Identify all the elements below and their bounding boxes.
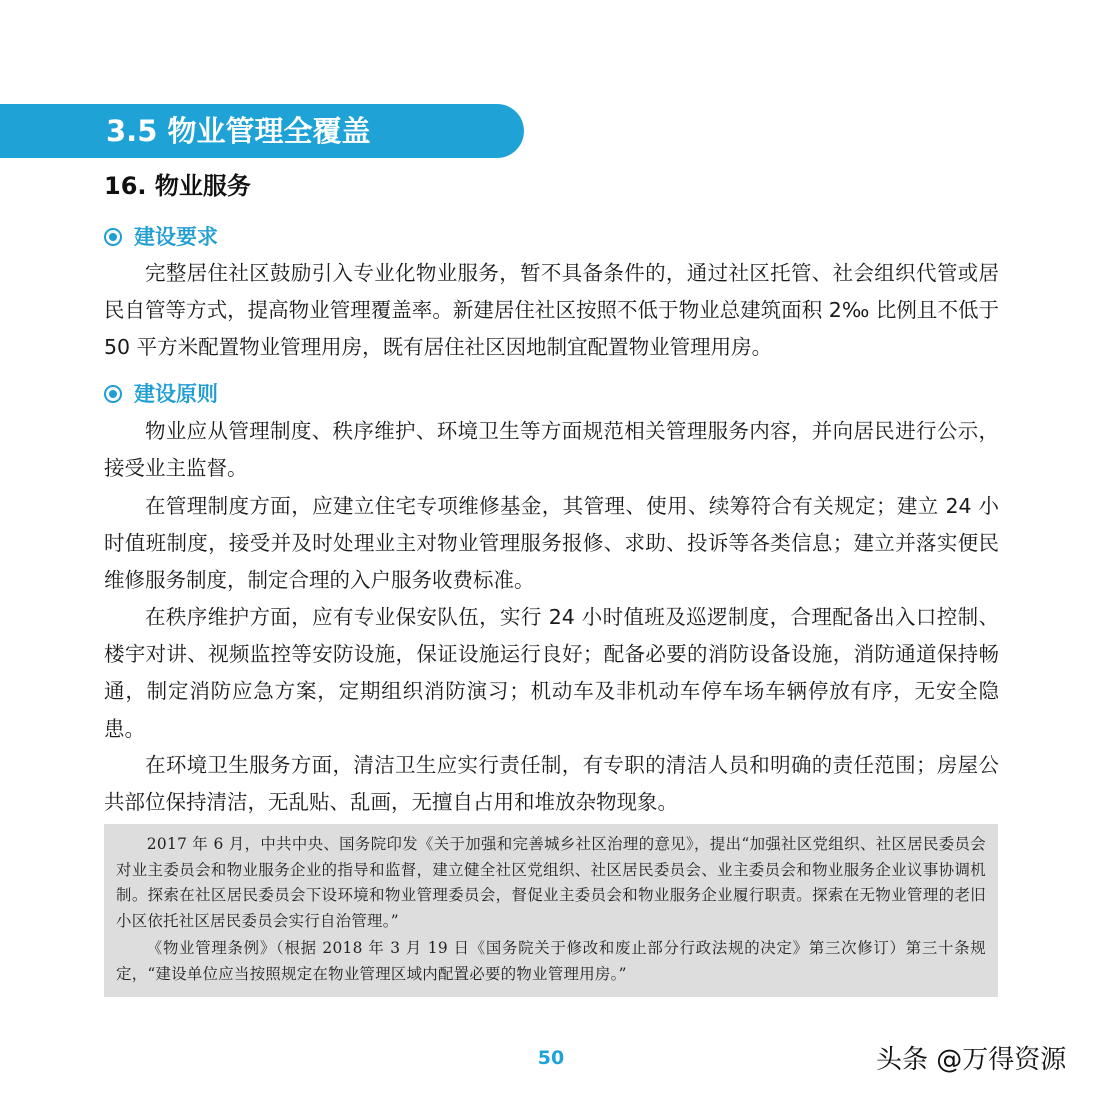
watermark: 头条 @万得资源 <box>876 1045 1067 1075</box>
policy-quote-paragraph: 《物业管理条例》（根据 2018 年 3 月 19 日《国务院关于修改和废止部分行政法规的决定》第三次修订）第三十条规定，“建设单位应当按照规定在物业管理区域内配置必要的物业管理用房。” <box>116 939 986 983</box>
requirements-heading-label: 建设要求 <box>134 225 218 249</box>
policy-quote-paragraph: 2017 年 6 月，中共中央、国务院印发《关于加强和完善城乡社区治理的意见》，提出“加强社区党组织、社区居民委员会对业主委员会和物业服务企业的指导和监督，建立健全社区党组织、社区居民委员会、业主委员会和物业服务企业议事协调机制。探索在社区居民委员会下设环境和物业管理委员会，督促业主委员会和物业服务企业履行职责。探索在无物业管理的老旧小区依托社区居民委员会实行自治管理。” <box>116 835 986 930</box>
principles-paragraph: 在管理制度方面，应建立住宅专项维修基金，其管理、使用、续筹符合有关规定；建立 24 小时值班制度，接受并及时处理业主对物业管理服务报修、求助、投诉等各类信息；建立并落实便民维修服务制度，制定合理的入户服务收费标准。 <box>104 494 999 593</box>
circle-bullet-icon <box>104 385 122 403</box>
requirements-paragraph: 完整居住社区鼓励引入专业化物业服务，暂不具备条件的，通过社区托管、社会组织代管或居民自管等方式，提高物业管理覆盖率。新建居住社区按照不低于物业总建筑面积 2‰ 比例且不低于 50 平方米配置物业管理用房，既有居住社区因地制宜配置物业管理用房。 <box>104 261 999 360</box>
principles-paragraph: 在环境卫生服务方面，清洁卫生应实行责任制，有专职的清洁人员和明确的责任范围；房屋公共部位保持清洁，无乱贴、乱画，无擅自占用和堆放杂物现象。 <box>104 753 999 815</box>
principles-heading <box>104 377 218 411</box>
subsection-title: 16. 物业服务 <box>104 172 251 200</box>
principles-paragraph: 在秩序维护方面，应有专业保安队伍，实行 24 小时值班及巡逻制度，合理配备出入口控制、楼宇对讲、视频监控等安防设施，保证设施运行良好；配备必要的消防设备设施，消防通道保持畅通，制定消防应急方案，定期组织消防演习；机动车及非机动车停车场车辆停放有序，无安全隐患。 <box>104 605 999 741</box>
section-title: 3.5 物业管理全覆盖 <box>106 114 371 148</box>
principles-heading-label: 建设原则 <box>134 382 218 406</box>
circle-bullet-icon <box>104 228 122 246</box>
requirements-heading <box>104 220 218 254</box>
page-number: 50 <box>537 1047 565 1069</box>
principles-paragraph: 物业应从管理制度、秩序维护、环境卫生等方面规范相关管理服务内容，并向居民进行公示，接受业主监督。 <box>104 419 999 481</box>
